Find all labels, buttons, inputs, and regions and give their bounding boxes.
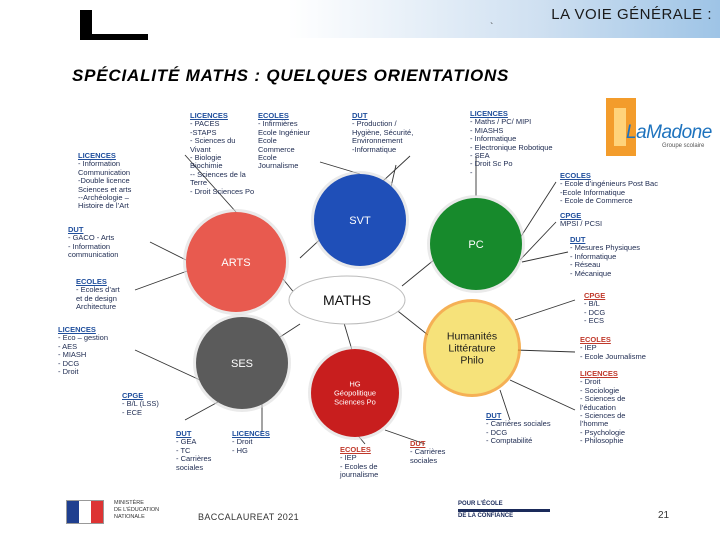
label-line: - Mécanique [570, 268, 612, 278]
label-line: -STAPS [190, 127, 217, 137]
label-line: - AES [58, 341, 78, 351]
connector-line [150, 242, 186, 260]
label-line: - DCG [486, 427, 508, 437]
label-ses-dut [176, 430, 211, 472]
label-hlp-cpge [584, 292, 605, 326]
label-heading: ECOLES [340, 445, 371, 454]
connector-line [185, 402, 218, 420]
label-line: sociales [410, 455, 438, 465]
connector-line [394, 308, 428, 335]
label-heading: CPGE [122, 391, 144, 400]
label-line: - IEP [340, 453, 357, 463]
label-line: - Maths / PC/ MIPI [470, 117, 532, 127]
page-title: SPÉCIALITÉ MATHS : QUELQUES ORIENTATIONS [72, 66, 510, 85]
label-line: - Droit [232, 437, 253, 447]
node-hlp-label: Philo [460, 354, 484, 367]
label-heading: ECOLES [258, 111, 289, 120]
connector-line [510, 380, 575, 410]
label-pc-licences [470, 110, 553, 177]
label-svt-ecoles [258, 112, 310, 171]
label-heading: ECOLES [580, 335, 611, 344]
label-line: - Philosophie [580, 436, 624, 446]
label-line: journalisme [340, 470, 379, 480]
label-line: - Psychologie [580, 427, 626, 437]
label-line: --Archéologie – [78, 193, 129, 203]
label-line: - PACES [190, 119, 220, 129]
label-line: - Ecole Journalisme [580, 351, 646, 361]
label-line: - Carrières [176, 454, 212, 464]
label-heading: LICENCES [232, 429, 270, 438]
label-line: - Carrières [410, 447, 446, 457]
connector-line [135, 350, 200, 380]
label-hg-dut [410, 440, 445, 465]
label-line: - Droit [58, 367, 79, 377]
label-line: - DCG [584, 307, 606, 317]
label-line: - ECE [122, 407, 143, 417]
connector-line [344, 323, 352, 350]
label-line: Vivant [190, 144, 211, 154]
label-heading: DUT [570, 235, 586, 244]
label-ses-licences2 [232, 430, 270, 455]
label-line: Sciences et arts [78, 184, 132, 194]
label-line: - Droit Sc Po [470, 159, 513, 169]
label-heading: DUT [486, 411, 502, 420]
label-line: MPSI / PCSI [560, 219, 603, 229]
node-arts [183, 209, 289, 315]
node-hlp-label: Humanités [446, 330, 498, 343]
node-svt-label: SVT [349, 214, 371, 227]
node-hlp [423, 299, 521, 397]
node-hlp-label: Littérature [448, 342, 496, 355]
label-line: - Production / [352, 119, 397, 129]
label-heading: LICENCES [580, 369, 618, 378]
label-line: -Double licence [78, 176, 130, 186]
label-line: - Ecole de Commerce [560, 196, 633, 206]
label-line: - HG [232, 445, 248, 455]
label-line: - Sciences de [580, 411, 626, 421]
label-line: - Infirmières [258, 119, 298, 129]
ministry-logo [62, 496, 162, 528]
label-line: - MIASHS [470, 125, 504, 135]
label-heading: LICENCES [190, 111, 228, 120]
label-pc-ecoles [560, 172, 658, 206]
label-hlp-dut [486, 412, 551, 446]
label-line: - DCG [58, 358, 80, 368]
label-line: Biochimie [190, 161, 223, 171]
node-hg-label: Sciences Po [334, 397, 376, 407]
label-line: - Sociologie [580, 385, 620, 395]
label-heading: LICENCES [470, 109, 508, 118]
label-line: - Information [78, 159, 121, 169]
ministry-line-3: NATIONALE [114, 514, 145, 520]
label-line: Terre [190, 178, 208, 188]
label-line: - Ecole d’ingénieurs Post Bac [560, 179, 658, 189]
node-ses [193, 314, 291, 412]
label-line: Histoire de l’Art [78, 201, 129, 211]
node-hg-label: Géopolitique [333, 388, 377, 398]
label-heading: DUT [68, 225, 84, 234]
label-line: - Comptabilité [486, 436, 533, 446]
connector-line [522, 252, 568, 262]
label-arts-dut [68, 226, 118, 260]
label-heading: LICENCES [58, 325, 96, 334]
header-title: LA VOIE GÉNÉRALE : [551, 6, 712, 23]
label-line: Architecture [76, 302, 117, 312]
label-line: - GEA [176, 437, 197, 447]
label-pc-dut [570, 236, 640, 278]
label-line: Journalisme [258, 161, 299, 171]
label-line: l’homme [580, 419, 609, 429]
label-heading: ECOLES [76, 277, 107, 286]
ecole-confiance-logo [458, 500, 550, 520]
node-hg [308, 346, 402, 440]
ecole-line-1: POUR L’ÉCOLE [458, 501, 503, 507]
label-line: - IEP [580, 343, 597, 353]
logo-subtitle: Groupe scolaire [662, 143, 705, 149]
label-line: - MIASH [58, 350, 87, 360]
logo-name: LaMadone [626, 122, 712, 143]
label-line: - B/L (LSS) [122, 399, 159, 409]
label-line: - Ecoles d’art [76, 285, 120, 295]
label-line: communication [68, 250, 119, 260]
label-hg-ecoles [340, 446, 378, 480]
label-line: - GACO - Arts [68, 233, 115, 243]
label-line: - Eco – gestion [58, 333, 109, 343]
label-line: - Information [68, 241, 111, 251]
connector-line [515, 300, 575, 320]
label-line: - Electronique Robotique [470, 142, 553, 152]
label-line: et de design [76, 293, 117, 303]
label-line: - SEA [470, 151, 490, 161]
label-arts-licences [78, 152, 131, 211]
node-svt [311, 171, 409, 269]
label-hlp-licences [580, 370, 625, 446]
label-line: -- Sciences de la [190, 169, 246, 179]
label-line: sociales [176, 462, 204, 472]
label-line: Hygiène, Sécurité, [352, 127, 414, 137]
label-svt-dut [352, 112, 413, 154]
node-hg-label: HG [349, 379, 361, 389]
node-maths [289, 276, 405, 324]
label-hlp-ecoles [580, 336, 646, 361]
republic-flag-icon [66, 500, 104, 524]
node-ses-label: SES [230, 357, 254, 370]
footer-date: BACCALAUREAT 2021 [198, 512, 300, 522]
label-pc-cpge [560, 212, 602, 229]
label-line: - Biologie [190, 153, 222, 163]
label-line: Commerce [258, 144, 295, 154]
node-pc-label: PC [468, 238, 484, 251]
node-arts-label: ARTS [221, 256, 251, 269]
label-line: - Informatique [470, 134, 517, 144]
label-line: - Réseau [570, 260, 601, 270]
label-line: Communication [78, 167, 131, 177]
label-line: - [470, 167, 473, 177]
label-line: -Ecole Informatique [560, 187, 626, 197]
label-line: Ecole [258, 153, 277, 163]
label-heading: DUT [176, 429, 192, 438]
label-line: - Carrières sociales [486, 419, 551, 429]
connector-line [520, 222, 556, 260]
label-heading: CPGE [560, 211, 582, 220]
label-line: Ecole [258, 136, 277, 146]
subject-nodes [183, 171, 525, 440]
label-line: - TC [176, 445, 191, 455]
label-line: - B/L [584, 299, 600, 309]
label-ses-licences [58, 326, 108, 376]
label-line: -Informatique [352, 144, 397, 154]
label-heading: ECOLES [560, 171, 591, 180]
label-svt-licences [190, 112, 254, 196]
label-arts-ecoles [76, 278, 120, 312]
label-heading: DUT [410, 439, 426, 448]
label-line: l’éducation [580, 402, 616, 412]
ministry-line-2: DE L’ÉDUCATION [114, 507, 160, 513]
label-ses-cpge [122, 392, 159, 417]
label-line: - Sciences de [580, 394, 626, 404]
label-line: - Mesures Physiques [570, 243, 641, 253]
ministry-line-1: MINISTÈRE [114, 500, 144, 506]
label-heading: CPGE [584, 291, 606, 300]
label-line: - Droit Sciences Po [190, 186, 255, 196]
label-heading: DUT [352, 111, 368, 120]
node-pc [427, 195, 525, 293]
label-line: - Droit [580, 377, 601, 387]
label-line: - Informatique [570, 251, 617, 261]
header-tick: ` [490, 22, 494, 33]
label-line: - Sciences du [190, 136, 236, 146]
page-number: 21 [658, 510, 670, 521]
label-heading: LICENCES [78, 151, 116, 160]
connector-line [135, 270, 190, 290]
label-line: - Ecoles de [340, 461, 378, 471]
label-line: - ECS [584, 316, 605, 326]
node-maths-label: MATHS [323, 292, 371, 308]
connector-line [515, 350, 575, 352]
connector-line [520, 182, 556, 238]
label-line: Environnement [352, 136, 403, 146]
label-line: Ecole Ingénieur [258, 127, 311, 137]
ecole-line-2: DE LA CONFIANCE [458, 513, 514, 519]
